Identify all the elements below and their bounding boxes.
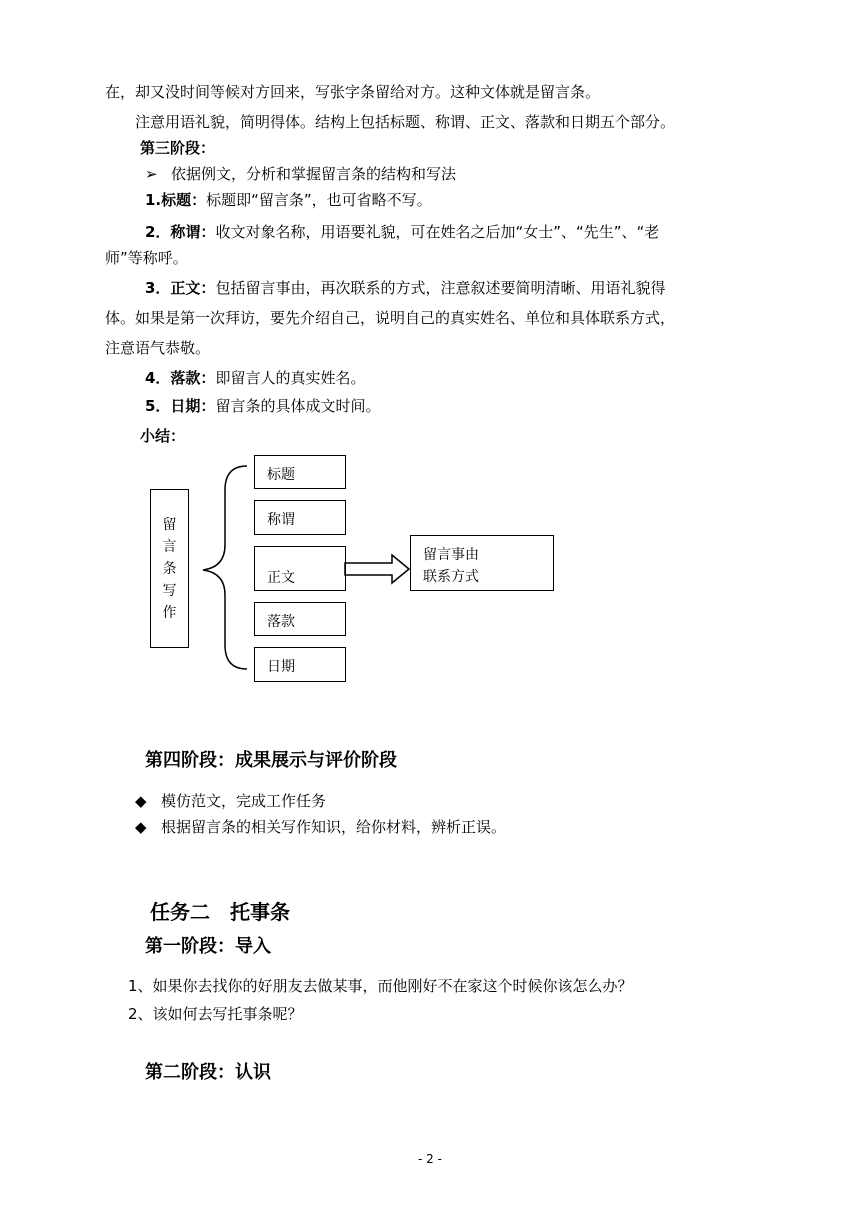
item-4-label: 4．落款： — [145, 369, 216, 387]
item-3-text: 包括留言事由，再次联系的方式，注意叙述要简明清晰、用语礼貌得 — [215, 279, 666, 297]
diagram-detail-line-2: 联系方式 — [423, 569, 479, 585]
task2-title: 任务二 托事条 — [150, 900, 290, 924]
diagram-detail-line-1: 留言事由 — [423, 547, 479, 563]
diagram-part-label: 正文 — [267, 570, 295, 586]
diagram-part-label: 标题 — [267, 467, 295, 483]
task2-stage1-heading: 第一阶段：导入 — [145, 936, 271, 957]
item-2-text: 收文对象名称，用语要礼貌，可在姓名之后加“女士”、“先生”、“老 — [215, 223, 660, 241]
hollow-arrow — [345, 555, 409, 583]
stage4-item — [135, 817, 506, 837]
task2-question-2: 2、该如何去写托事条呢？ — [128, 1005, 303, 1023]
item-4-text: 即留言人的真实姓名。 — [215, 369, 366, 387]
item-5-text: 留言条的具体成文时间。 — [215, 397, 381, 415]
diagram-detail-box — [410, 535, 554, 591]
diagram-root-char: 留 — [162, 517, 177, 533]
diamond-bullet-icon: ◆ — [135, 792, 147, 810]
summary-label: 小结： — [140, 427, 186, 445]
diagram-root-char: 作 — [162, 605, 177, 621]
diagram-part-label: 落款 — [267, 614, 295, 630]
task2-question-1: 1、如果你去找你的好朋友去做某事，而他刚好不在家这个时候你该怎么办？ — [128, 977, 633, 995]
item-5-label: 5．日期： — [145, 397, 216, 415]
brace-shape — [203, 466, 247, 669]
diagram-part-date — [254, 647, 346, 682]
diagram-root-char: 条 — [162, 561, 177, 577]
item-3-cont-1: 体。如果是第一次拜访，要先介绍自己，说明自己的真实姓名、单位和具体联系方式， — [105, 309, 676, 327]
item-2-cont: 师”等称呼。 — [105, 249, 188, 267]
item-1-text: 标题即“留言条”，也可省略不写。 — [206, 191, 432, 209]
diagram-part-label: 称谓 — [267, 512, 295, 528]
arrow-bullet-icon: ➢ — [145, 165, 158, 183]
diagram-part-title — [254, 455, 346, 489]
diagram-part-body — [254, 546, 346, 591]
stage4-heading: 第四阶段：成果展示与评价阶段 — [145, 750, 397, 771]
diagram-root-char: 写 — [162, 583, 177, 599]
diagram-part-label: 日期 — [267, 659, 295, 675]
stage4-item — [135, 791, 326, 811]
diamond-bullet-icon: ◆ — [135, 818, 147, 836]
stage4-item-text: 模仿范文，完成工作任务 — [161, 792, 327, 810]
body-line-1: 在，却又没时间等候对方回来，写张字条留给对方。这种文体就是留言条。 — [105, 83, 601, 101]
item-2-label: 2．称谓： — [145, 223, 216, 241]
task2-stage2-heading: 第二阶段：认识 — [145, 1062, 271, 1083]
stage3-heading: 第三阶段： — [140, 139, 216, 157]
diagram-root-char: 言 — [162, 539, 177, 555]
item-3-label: 3．正文： — [145, 279, 216, 297]
item-3-cont-2: 注意语气恭敬。 — [105, 339, 211, 357]
arrow-item-text: 依据例文，分析和掌握留言条的结构和写法 — [171, 165, 457, 183]
item-1-label: 1.标题： — [145, 191, 207, 209]
diagram-part-salutation — [254, 500, 346, 535]
page-number: - 2 - — [418, 1152, 442, 1166]
diagram-part-signature — [254, 602, 346, 636]
stage4-item-text: 根据留言条的相关写作知识，给你材料，辨析正误。 — [161, 818, 507, 836]
body-line-2: 注意用语礼貌，简明得体。结构上包括标题、称谓、正文、落款和日期五个部分。 — [135, 113, 676, 131]
